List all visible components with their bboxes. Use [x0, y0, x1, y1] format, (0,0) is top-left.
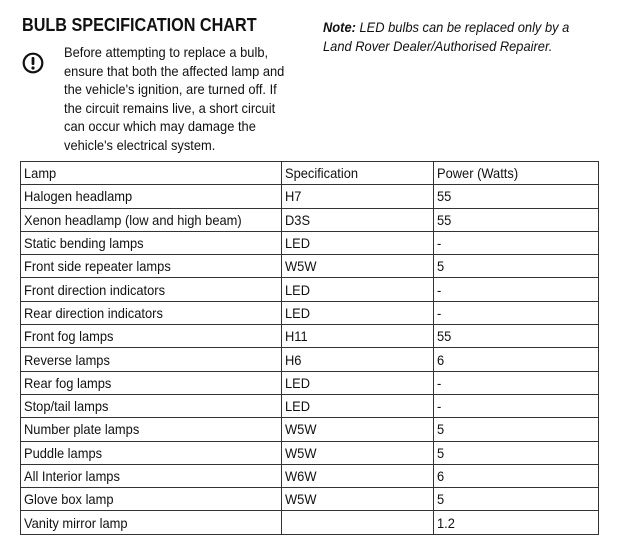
power-cell: 55	[434, 208, 599, 231]
specification-cell: LED	[282, 371, 434, 394]
lamp-cell: Halogen headlamp	[21, 185, 282, 208]
lamp-cell: Number plate lamps	[21, 418, 282, 441]
lamp-cell: Stop/tail lamps	[21, 394, 282, 417]
power-cell: -	[434, 371, 599, 394]
note-line-text: LED bulbs can be replaced only by a	[355, 19, 570, 35]
power-cell: 5	[434, 255, 599, 278]
lamp-cell: Reverse lamps	[21, 348, 282, 371]
warning-line: the circuit remains live, a short circuit	[64, 99, 276, 116]
specification-cell: LED	[282, 278, 434, 301]
lamp-cell: Static bending lamps	[21, 231, 282, 254]
table-row	[21, 325, 599, 348]
table-row	[21, 394, 599, 417]
lamp-cell: Rear fog lamps	[21, 371, 282, 394]
table-row	[21, 278, 599, 301]
specification-cell: W5W	[282, 441, 434, 464]
table-row	[21, 488, 599, 511]
note-label: Note:	[323, 19, 356, 35]
lamp-cell: Xenon headlamp (low and high beam)	[21, 208, 282, 231]
specification-cell: H7	[282, 185, 434, 208]
specification-cell: W5W	[282, 255, 434, 278]
warning-line: ensure that both the affected lamp and	[64, 62, 285, 79]
exclamation-circle-icon	[22, 52, 44, 74]
warning-text	[64, 43, 303, 154]
specification-cell: H11	[282, 325, 434, 348]
power-cell: 55	[434, 185, 599, 208]
column-header-lamp: Lamp	[21, 162, 282, 185]
lamp-cell: All Interior lamps	[21, 464, 282, 487]
bulb-spec-table	[20, 161, 599, 535]
note-text	[323, 18, 599, 55]
table-row	[21, 371, 599, 394]
table-row	[21, 255, 599, 278]
power-cell: -	[434, 231, 599, 254]
table-row	[21, 301, 599, 324]
power-cell: 5	[434, 441, 599, 464]
power-cell: 55	[434, 325, 599, 348]
lamp-cell: Front side repeater lamps	[21, 255, 282, 278]
table-row	[21, 348, 599, 371]
warning-line: the vehicle's ignition, are turned off. If	[64, 81, 277, 97]
power-cell: 6	[434, 348, 599, 371]
power-cell: 1.2	[434, 511, 599, 534]
specification-cell	[282, 511, 434, 534]
specification-cell: W5W	[282, 488, 434, 511]
specification-cell: D3S	[282, 208, 434, 231]
specification-cell: W6W	[282, 464, 434, 487]
table-row	[21, 418, 599, 441]
power-cell: -	[434, 301, 599, 324]
page-title: BULB SPECIFICATION CHART	[22, 15, 257, 35]
power-cell: 5	[434, 418, 599, 441]
specification-cell: W5W	[282, 418, 434, 441]
power-cell: 5	[434, 488, 599, 511]
lamp-cell: Glove box lamp	[21, 488, 282, 511]
column-header-power: Power (Watts)	[434, 162, 599, 185]
table-row	[21, 231, 599, 254]
specification-cell: H6	[282, 348, 434, 371]
lamp-cell: Vanity mirror lamp	[21, 511, 282, 534]
specification-cell: LED	[282, 231, 434, 254]
lamp-cell: Rear direction indicators	[21, 301, 282, 324]
warning-line: Before attempting to replace a bulb,	[64, 44, 269, 60]
table-row	[21, 185, 599, 208]
power-cell: 6	[434, 464, 599, 487]
warning-line: can occur which may damage the	[64, 118, 256, 134]
lamp-cell: Front direction indicators	[21, 278, 282, 301]
lamp-cell: Puddle lamps	[21, 441, 282, 464]
specification-cell: LED	[282, 301, 434, 324]
table-row	[21, 511, 599, 534]
table-header-row	[21, 162, 599, 185]
note-line: Land Rover Dealer/Authorised Repairer.	[323, 37, 553, 54]
column-header-specification: Specification	[282, 162, 434, 185]
power-cell: -	[434, 394, 599, 417]
warning-line: vehicle's electrical system.	[64, 136, 216, 153]
specification-cell: LED	[282, 394, 434, 417]
table-row	[21, 208, 599, 231]
power-cell: -	[434, 278, 599, 301]
note-line	[323, 18, 599, 37]
table-row	[21, 464, 599, 487]
lamp-cell: Front fog lamps	[21, 325, 282, 348]
table-row	[21, 441, 599, 464]
